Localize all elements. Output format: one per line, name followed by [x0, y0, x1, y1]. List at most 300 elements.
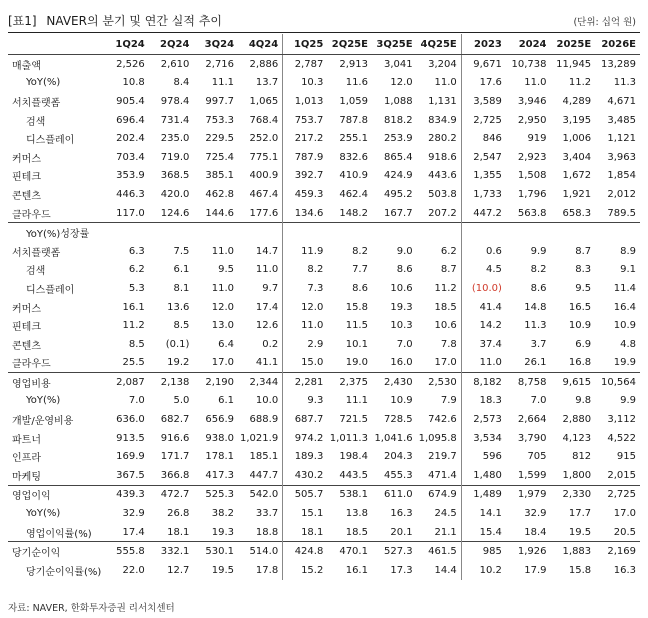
table-cell: 2,886	[249, 58, 279, 70]
table-cell: 2,330	[551, 485, 596, 504]
table-cell: 611.0	[372, 485, 417, 504]
table-cell: 20.5	[613, 526, 636, 538]
table-cell: 332.1	[149, 542, 194, 561]
table-cell: 24.5	[434, 508, 457, 520]
table-row	[8, 148, 640, 167]
table-cell: 11.1	[211, 77, 235, 89]
table-cell: 846	[461, 129, 506, 148]
table-cell: 3,204	[428, 58, 457, 70]
table-cell: 985	[461, 542, 506, 561]
table-cell: 1,095.8	[418, 432, 457, 444]
table-cell: 134.6	[283, 204, 328, 223]
table-cell: 3,946	[517, 95, 547, 107]
table-cell: 1,059	[339, 95, 368, 107]
table-cell: 19.2	[167, 357, 190, 369]
table-cell: 16.5	[568, 301, 592, 313]
table-cell: 15.8	[345, 301, 368, 313]
table-cell: 10.3	[390, 320, 413, 332]
table-cell: 443.5	[339, 469, 368, 481]
table-cell: 696.4	[116, 114, 145, 126]
table-cell: 11.2	[122, 320, 145, 332]
row-label: 개발/운영비용	[12, 416, 74, 428]
table-cell: 2,725	[461, 111, 506, 130]
table-row	[8, 204, 640, 223]
table-cell: 1,041.6	[374, 432, 413, 444]
table-cell: 1,926	[506, 542, 551, 561]
table-cell: 20.1	[390, 526, 413, 538]
row-label: 디스플레이	[26, 135, 75, 147]
table-cell: 19.3	[390, 301, 413, 313]
table-cell: 424.8	[283, 542, 328, 561]
table-cell: 11.1	[345, 395, 368, 407]
table-cell: 514.0	[238, 542, 283, 561]
column-header: 3Q24	[193, 34, 238, 55]
table-cell: 916.6	[160, 432, 190, 444]
table-cell: 17.0	[211, 357, 235, 369]
table-row	[8, 298, 640, 317]
table-cell: 367.5	[116, 469, 145, 481]
table-cell: 14.7	[255, 245, 279, 257]
table-cell: 1,480	[461, 466, 506, 485]
row-label: 마케팅	[12, 471, 41, 483]
table-cell: 368.5	[160, 170, 190, 182]
table-row	[8, 111, 640, 130]
table-row	[8, 392, 640, 411]
table-cell: 25.5	[122, 357, 145, 369]
table-cell: 1,489	[461, 485, 506, 504]
table-cell: 1,011.3	[329, 432, 368, 444]
table-cell: 253.9	[383, 133, 413, 145]
table-cell: 16.4	[613, 301, 636, 313]
table-cell: 10.9	[390, 395, 413, 407]
table-cell: 2,190	[193, 373, 238, 392]
table-cell: 0.6	[461, 242, 506, 261]
table-cell: 9.9	[530, 245, 547, 257]
table-row	[8, 410, 640, 429]
table-cell: 2,787	[283, 55, 328, 74]
table-cell: 7.9	[440, 395, 457, 407]
table-cell: 5.0	[173, 395, 190, 407]
row-label: 디스플레이	[26, 284, 75, 296]
table-cell: 8.2	[352, 245, 368, 257]
table-row	[8, 523, 640, 542]
table-cell: 26.1	[524, 357, 547, 369]
table-cell: 2,950	[517, 114, 547, 126]
table-cell: 3.7	[530, 338, 547, 350]
table-cell: 9.9	[620, 395, 636, 407]
table-cell: 1,733	[461, 185, 506, 204]
table-cell: 198.4	[339, 451, 368, 463]
table-cell: 12.7	[167, 564, 190, 576]
table-cell: 420.0	[160, 188, 190, 200]
table-cell: 905.4	[116, 95, 145, 107]
table-row	[8, 466, 640, 485]
table-cell: 219.7	[428, 451, 457, 463]
table-cell: 2,573	[461, 410, 506, 429]
table-cell: 11.0	[211, 245, 235, 257]
table-cell: 3,112	[607, 414, 636, 426]
table-cell	[238, 223, 283, 242]
table-cell: 6.3	[128, 245, 145, 257]
table-cell: 705	[527, 451, 547, 463]
table-cell: 8.6	[396, 264, 413, 276]
table-cell: 11.3	[613, 77, 636, 89]
table-cell: 144.6	[205, 207, 235, 219]
table-cell: 6.2	[440, 245, 457, 257]
table-cell: 10.0	[255, 395, 279, 407]
table-cell	[417, 223, 462, 242]
table-cell: 8.6	[352, 282, 368, 294]
table-cell: 12.6	[255, 320, 279, 332]
table-cell	[372, 223, 417, 242]
column-header: 2025E	[551, 34, 596, 55]
table-cell: 202.4	[116, 133, 145, 145]
table-cell: 9.5	[575, 282, 592, 294]
table-row	[8, 223, 640, 242]
row-label: 매출액	[12, 60, 41, 72]
table-cell: 8.9	[620, 245, 636, 257]
table-cell: 13.6	[167, 301, 190, 313]
table-cell: 6.1	[218, 395, 235, 407]
table-cell: 1,854	[607, 170, 636, 182]
table-row	[8, 242, 640, 261]
column-header: 2026E	[595, 34, 640, 55]
table-cell: 385.1	[205, 170, 235, 182]
table-cell: 18.5	[434, 301, 457, 313]
table-cell: 656.9	[205, 414, 235, 426]
table-cell	[461, 223, 506, 242]
table-cell: 19.5	[211, 564, 235, 576]
table-cell: 7.0	[530, 395, 547, 407]
table-cell: 11.3	[524, 320, 547, 332]
column-header: 2023	[461, 34, 506, 55]
column-header: 2Q24	[149, 34, 194, 55]
column-header: 2Q25E	[327, 34, 372, 55]
row-label: YoY(%)	[26, 395, 61, 407]
table-cell: 525.3	[193, 485, 238, 504]
table-cell: 11.5	[345, 320, 368, 332]
row-label: 영업비용	[8, 373, 104, 392]
table-cell: 15.8	[568, 564, 592, 576]
table-cell: 1,355	[461, 167, 506, 186]
table-cell: 392.7	[283, 167, 328, 186]
column-header: 2024	[506, 34, 551, 55]
table-cell: 10.8	[122, 77, 145, 89]
table-cell: 538.1	[327, 485, 372, 504]
table-cell: 177.6	[249, 207, 279, 219]
table-cell: 12.0	[390, 77, 413, 89]
table-cell: 235.0	[160, 133, 190, 145]
table-cell	[595, 223, 640, 242]
table-cell: 4,123	[562, 432, 592, 444]
table-cell: 10.3	[283, 74, 328, 93]
table-cell	[149, 223, 194, 242]
row-label: YoY(%)	[26, 77, 61, 89]
table-row	[8, 129, 640, 148]
table-cell: 3,485	[607, 114, 636, 126]
table-row	[8, 92, 640, 111]
table-cell: 728.5	[383, 414, 413, 426]
table-cell: 9.5	[218, 264, 235, 276]
table-cell: 1,131	[428, 95, 457, 107]
table-cell: 787.8	[339, 114, 368, 126]
table-cell: 682.7	[160, 414, 190, 426]
table-cell: 229.5	[205, 133, 235, 145]
table-cell: 542.0	[238, 485, 283, 504]
table-cell: 787.9	[283, 148, 328, 167]
table-cell: 169.9	[116, 451, 145, 463]
table-cell: 8.2	[283, 261, 328, 280]
row-label: 인프라	[12, 453, 41, 465]
table-cell: 2,138	[149, 373, 194, 392]
table-cell: 10.9	[613, 320, 636, 332]
table-cell: 10,564	[595, 373, 640, 392]
table-cell: 915	[616, 451, 636, 463]
unit-label: (단위: 십억 원)	[573, 17, 636, 28]
table-cell: 9.8	[575, 395, 592, 407]
table-cell: 14.1	[461, 504, 506, 523]
table-cell: 14.4	[434, 564, 457, 576]
table-cell: 19.9	[613, 357, 636, 369]
table-cell: 2,375	[327, 373, 372, 392]
table-cell: 3,790	[517, 432, 547, 444]
table-cell: 16.3	[613, 564, 636, 576]
table-cell: 2,012	[607, 188, 636, 200]
table-cell: 19.0	[345, 357, 368, 369]
table-cell: 6.9	[575, 338, 592, 350]
table-cell: 789.5	[607, 207, 636, 219]
table-cell: 19.5	[568, 526, 592, 538]
table-cell: 13.7	[255, 77, 279, 89]
column-header: 4Q25E	[417, 34, 462, 55]
table-cell: 7.3	[283, 279, 328, 298]
header-label-cell	[8, 34, 104, 55]
table-cell: 596	[461, 447, 506, 466]
table-cell: 753.7	[283, 111, 328, 130]
table-cell: 15.1	[283, 504, 328, 523]
row-label: 파트너	[12, 434, 41, 446]
header-row	[8, 34, 640, 55]
row-label: 커머스	[12, 303, 41, 315]
table-cell: 2,880	[562, 414, 592, 426]
table-cell: 1,006	[562, 133, 592, 145]
table-cell: 2,430	[372, 373, 417, 392]
table-cell: 3,589	[461, 92, 506, 111]
table-cell	[506, 223, 551, 242]
table-cell: 124.6	[160, 207, 190, 219]
table-cell: 1,672	[562, 170, 592, 182]
table-cell: 8.1	[173, 282, 190, 294]
table-cell: 9,671	[461, 55, 506, 74]
table-row	[8, 373, 640, 392]
table-cell: 148.2	[339, 207, 368, 219]
table-cell: 17.9	[524, 564, 547, 576]
table-cell: 26.8	[167, 508, 190, 520]
table-cell: 8.7	[575, 245, 592, 257]
table-cell: 430.2	[283, 466, 328, 485]
source-note: 자료: NAVER, 한화투자증권 리서치센터	[8, 603, 175, 614]
table-cell: 17.3	[390, 564, 413, 576]
table-cell: 812	[572, 451, 592, 463]
table-cell: 33.7	[255, 508, 279, 520]
table-row	[8, 279, 640, 298]
table-cell: 446.3	[116, 188, 145, 200]
table-cell: 14.2	[461, 316, 506, 335]
table-cell: 4,671	[607, 95, 636, 107]
table-cell: 10,738	[511, 58, 547, 70]
table-cell: 1,013	[283, 92, 328, 111]
row-label: YoY(%)	[26, 508, 61, 520]
table-cell: 2,547	[461, 148, 506, 167]
table-cell: (0.1)	[165, 338, 190, 350]
table-cell: 658.3	[562, 207, 592, 219]
table-cell: 938.0	[205, 432, 235, 444]
table-cell: 18.1	[283, 523, 328, 542]
table-cell: 353.9	[116, 170, 145, 182]
table-cell: 731.4	[160, 114, 190, 126]
table-cell: 17.7	[568, 508, 592, 520]
column-header: 4Q24	[238, 34, 283, 55]
table-cell: 768.4	[249, 114, 279, 126]
table-row	[8, 504, 640, 523]
table-cell: 13.0	[211, 320, 235, 332]
row-label: 핀테크	[12, 172, 41, 184]
table-row	[8, 55, 640, 74]
row-label: 당기순이익률(%)	[26, 566, 102, 578]
table-cell: 1,021.9	[240, 432, 279, 444]
table-cell: 865.4	[383, 151, 413, 163]
table-cell: 472.7	[149, 485, 194, 504]
table-cell: 3,404	[562, 151, 592, 163]
table-cell: 217.2	[283, 129, 328, 148]
table-cell: 471.4	[428, 469, 457, 481]
table-cell: 455.3	[383, 469, 413, 481]
table-cell: 505.7	[283, 485, 328, 504]
table-cell: 3,195	[562, 114, 592, 126]
table-cell: 8,182	[461, 373, 506, 392]
table-cell	[104, 223, 149, 242]
table-cell: 10.1	[345, 338, 368, 350]
table-cell: 2.9	[283, 335, 328, 354]
table-row	[8, 74, 640, 93]
table-cell: 3,041	[383, 58, 413, 70]
table-cell: 1,121	[607, 133, 636, 145]
column-header: 3Q25E	[372, 34, 417, 55]
table-cell: 7.0	[396, 338, 413, 350]
table-cell: 703.4	[116, 151, 145, 163]
table-cell: 11.0	[255, 264, 279, 276]
table-body	[8, 55, 640, 580]
table-cell: 997.7	[205, 95, 235, 107]
top-rule	[8, 32, 640, 33]
table-cell: 9.3	[283, 392, 328, 411]
table-cell: 18.5	[345, 526, 368, 538]
row-label: 영업이익	[8, 485, 104, 504]
table-cell: 2,716	[205, 58, 235, 70]
table-cell: 978.4	[160, 95, 190, 107]
table-cell: 688.9	[249, 414, 279, 426]
table-cell: 8.6	[530, 282, 547, 294]
table-title	[8, 12, 222, 29]
table-cell: 8.4	[173, 77, 190, 89]
table-cell	[551, 223, 596, 242]
table-cell: 447.2	[461, 204, 506, 223]
row-label: 클라우드	[12, 209, 51, 221]
table-cell: 17.0	[434, 357, 457, 369]
table-cell: 2,169	[595, 542, 640, 561]
table-cell: 10.6	[390, 282, 413, 294]
row-label: YoY(%)성장률	[8, 223, 104, 242]
table-cell: 167.7	[383, 207, 413, 219]
table-row	[8, 561, 640, 580]
table-cell: 918.6	[428, 151, 457, 163]
table-cell: 16.8	[568, 357, 592, 369]
table-cell: 2,610	[160, 58, 190, 70]
table-cell: 447.7	[249, 469, 279, 481]
table-cell: 189.3	[283, 447, 328, 466]
table-row	[8, 485, 640, 504]
table-cell: 461.5	[417, 542, 462, 561]
table-tag: [표1]	[8, 14, 37, 28]
table-row	[8, 354, 640, 373]
table-cell: 11,945	[556, 58, 592, 70]
table-cell: 6.1	[173, 264, 190, 276]
table-cell: 18.1	[167, 526, 190, 538]
column-header: 1Q25	[283, 34, 328, 55]
row-label: 커머스	[12, 153, 41, 165]
table-cell: 2,015	[607, 469, 636, 481]
table-cell: 919	[527, 133, 547, 145]
table-cell: 19.3	[211, 526, 235, 538]
table-cell: 21.1	[434, 526, 457, 538]
table-cell	[193, 223, 238, 242]
table-cell: 1,508	[517, 170, 547, 182]
table-cell: 2,530	[417, 373, 462, 392]
table-cell: 470.1	[327, 542, 372, 561]
table-cell: 3,534	[461, 429, 506, 448]
table-cell: 8.7	[440, 264, 457, 276]
table-cell: 11.0	[211, 282, 235, 294]
table-cell: 775.1	[249, 151, 279, 163]
row-label: 서치플랫폼	[12, 97, 61, 109]
table-cell: 555.8	[104, 542, 149, 561]
table-cell: 6.2	[128, 264, 145, 276]
table-cell: 11.0	[524, 77, 547, 89]
table-cell: 753.3	[205, 114, 235, 126]
table-cell: 0.2	[262, 338, 279, 350]
row-label: 서치플랫폼	[12, 247, 61, 259]
table-cell: 11.4	[613, 282, 636, 294]
table-cell: 12.0	[211, 301, 235, 313]
table-cell: 10.6	[434, 320, 457, 332]
table-cell: 12.0	[283, 298, 328, 317]
earnings-table	[8, 34, 640, 580]
table-cell: 7.5	[173, 245, 190, 257]
table-cell: 400.9	[249, 170, 279, 182]
table-cell: 41.4	[461, 298, 506, 317]
table-cell: 16.3	[390, 508, 413, 520]
table-cell: 9.0	[396, 245, 413, 257]
table-cell: 9.1	[620, 264, 636, 276]
table-row	[8, 167, 640, 186]
table-cell: 1,599	[517, 469, 547, 481]
table-cell: 185.1	[249, 451, 279, 463]
table-cell: 204.3	[383, 451, 413, 463]
table-cell: 530.1	[193, 542, 238, 561]
table-cell: 32.9	[524, 508, 547, 520]
table-cell: 7.7	[352, 264, 368, 276]
table-cell: 11.9	[283, 242, 328, 261]
